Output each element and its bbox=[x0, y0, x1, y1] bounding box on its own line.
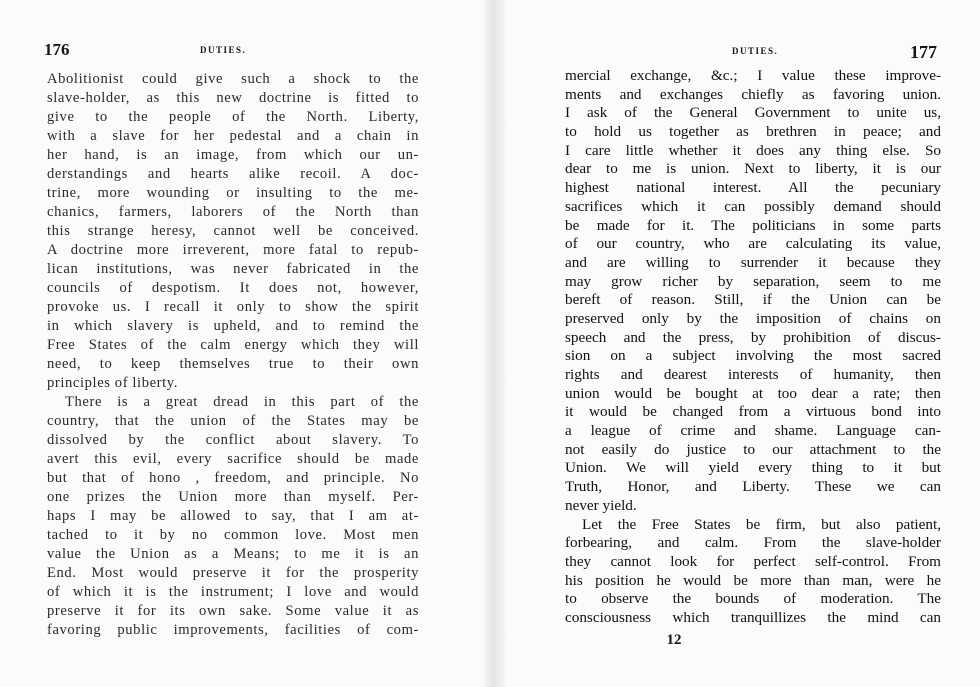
text-line: rights and dearest interests of humanity, then bbox=[565, 366, 941, 383]
text-line: sion on a subject involving the most sacred bbox=[565, 347, 941, 365]
text-line: tached to it by no common love. Most men bbox=[47, 527, 419, 543]
text-line: her hand, is an image, from which our un- bbox=[47, 147, 419, 163]
text-line: need, to keep themselves true to their own bbox=[47, 356, 419, 372]
text-line: highest national interest. All the pecuniary bbox=[565, 179, 941, 197]
text-line: A doctrine more irreverent, more fatal to repub- bbox=[47, 242, 419, 258]
text-line: preserve it for its own sake. Some value it as bbox=[47, 603, 419, 619]
signature-mark: 12 bbox=[666, 632, 682, 648]
text-line: haps I may be allowed to say, that I am at- bbox=[47, 508, 419, 524]
text-line: ments and exchanges chiefly as favoring union. bbox=[565, 85, 941, 103]
text-line: in which slavery is upheld, and to remind the bbox=[47, 318, 419, 334]
text-line: one prizes the Union more than myself. Per- bbox=[47, 489, 419, 505]
text-line: provoke us. I recall it only to show the spirit bbox=[47, 299, 419, 315]
text-line: forbearing, and calm. From the slave-holder bbox=[565, 534, 941, 552]
text-line: country, that the union of the States may be bbox=[47, 413, 419, 429]
text-line: Free States of the calm energy which they will bbox=[47, 337, 419, 353]
text-line: of which it is the instrument; I love and would bbox=[47, 584, 419, 600]
text-line: they cannot look for perfect self-control. From bbox=[565, 552, 941, 570]
text-line: speech and the press, by prohibition of discus- bbox=[565, 328, 941, 346]
text-line: of our country, who are calculating its value, bbox=[565, 235, 941, 253]
text-line: with a slave for her pedestal and a chain in bbox=[47, 128, 419, 144]
text-line: End. Most would preserve it for the prosperity bbox=[47, 565, 419, 581]
text-line: be made for it. The politicians in some parts bbox=[565, 216, 941, 234]
text-line: consciousness which tranquillizes the mind can bbox=[565, 608, 941, 626]
text-line: Abolitionist could give such a shock to the bbox=[47, 71, 419, 87]
text-line: trine, more wounding or insulting to the me- bbox=[47, 185, 419, 201]
book-gutter bbox=[484, 0, 506, 687]
text-line: principles of liberty. bbox=[47, 375, 178, 391]
page-number: 177 bbox=[910, 42, 937, 62]
text-line: but that of hono , freedom, and principle. No bbox=[47, 470, 419, 486]
running-head: DUTIES. bbox=[732, 46, 779, 56]
text-line: I care little whether it does any thing else. So bbox=[565, 141, 941, 159]
text-line: councils of despotism. It does not, however, bbox=[47, 280, 419, 296]
text-line: dear to me is union. Next to liberty, it is our bbox=[565, 160, 941, 178]
text-line: There is a great dread in this part of the bbox=[65, 394, 419, 410]
text-line: to observe the bounds of moderation. The bbox=[565, 590, 941, 608]
text-line: Union. We will yield every thing to it but bbox=[565, 459, 941, 477]
text-line: derstandings and hearts alike recoil. A doc- bbox=[47, 166, 419, 182]
text-line: give to the people of the North. Liberty, bbox=[47, 109, 419, 125]
page-number: 176 bbox=[44, 40, 70, 59]
text-line: I ask of the General Government to unite us, bbox=[565, 104, 941, 122]
text-line: his position he would be more than man, were he bbox=[565, 571, 941, 589]
text-line: preserved only by the imposition of chains on bbox=[565, 309, 941, 327]
text-line: may grow richer by separation, seem to me bbox=[565, 272, 941, 290]
text-line: Let the Free States be firm, but also patient, bbox=[582, 515, 941, 533]
text-line: this strange heresy, cannot well be conceived. bbox=[47, 223, 419, 239]
text-line: value the Union as a Means; to me it is an bbox=[47, 546, 419, 562]
text-line: and are willing to surrender it because they bbox=[565, 253, 941, 271]
text-line: union would be bought at too dear a rate; then bbox=[565, 384, 941, 402]
text-line: bereft of reason. Still, if the Union can be bbox=[565, 291, 941, 309]
text-line: not easily do justice to our attachment to the bbox=[565, 440, 941, 458]
text-line: lican institutions, was never fabricated in the bbox=[47, 261, 419, 277]
text-line: mercial exchange, &c.; I value these improve- bbox=[565, 67, 941, 84]
text-line: chanics, farmers, laborers of the North than bbox=[47, 204, 419, 220]
text-line: it would be changed from a virtuous bond into bbox=[565, 403, 941, 421]
text-line: favoring public improvements, facilities of com- bbox=[47, 622, 419, 638]
left-page bbox=[0, 0, 484, 687]
text-line: dissolved by the conflict about slavery. To bbox=[47, 432, 419, 448]
text-line: to hold us together as brethren in peace; and bbox=[565, 123, 941, 141]
running-head: DUTIES. bbox=[200, 45, 247, 55]
text-line: avert this evil, every sacrifice should be made bbox=[47, 451, 419, 467]
page-text bbox=[565, 67, 941, 628]
right-page bbox=[506, 0, 980, 687]
page-text bbox=[47, 70, 419, 640]
text-line: slave-holder, as this new doctrine is fitted to bbox=[47, 90, 419, 106]
text-line: sacrifices which it can possibly demand should bbox=[565, 197, 941, 215]
text-line: a league of crime and shame. Language can- bbox=[565, 422, 941, 440]
text-line: Truth, Honor, and Liberty. These we can bbox=[565, 478, 941, 496]
text-line: never yield. bbox=[565, 496, 637, 514]
